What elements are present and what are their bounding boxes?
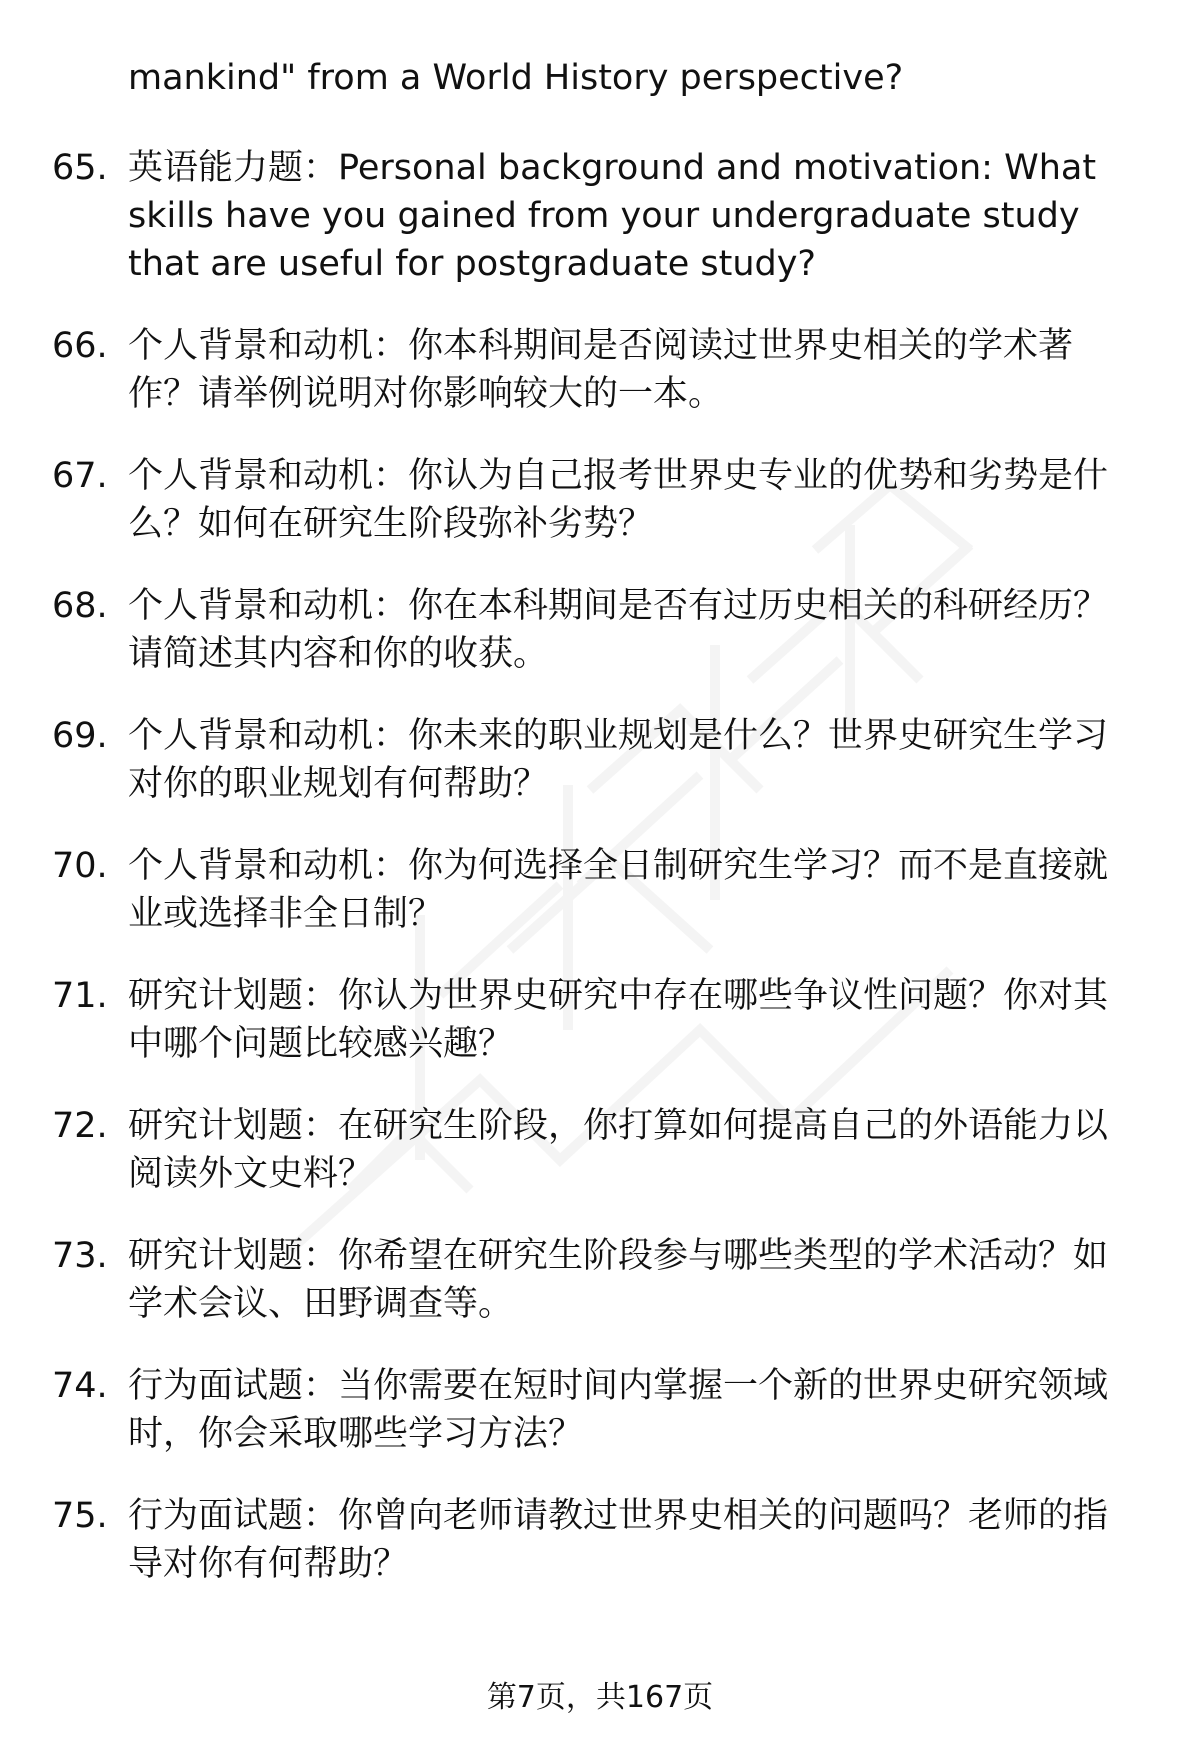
- question-text: 个人背景和动机：你未来的职业规划是什么？世界史研究生学习对你的职业规划有何帮助？: [128, 716, 1109, 804]
- question-list: [0, 144, 1200, 1622]
- question-number: 71.: [52, 976, 108, 1016]
- question-64-continuation: mankind" from a World History perspective?: [128, 58, 904, 98]
- question-text: 个人背景和动机：你本科期间是否阅读过世界史相关的学术著作？请举例说明对你影响较大的一本。: [128, 326, 1074, 414]
- question-text: 个人背景和动机：你为何选择全日制研究生学习？而不是直接就业或选择非全日制？: [128, 846, 1109, 934]
- question-item-66: [0, 322, 1200, 418]
- question-text: 研究计划题：你认为世界史研究中存在哪些争议性问题？你对其中哪个问题比较感兴趣？: [128, 976, 1109, 1064]
- question-number: 67.: [52, 456, 108, 496]
- question-item-75: [0, 1492, 1200, 1588]
- question-item-74: [0, 1362, 1200, 1458]
- question-number: 73.: [52, 1236, 108, 1276]
- question-item-73: [0, 1232, 1200, 1328]
- question-item-70: [0, 842, 1200, 938]
- question-text: 行为面试题：当你需要在短时间内掌握一个新的世界史研究领域时，你会采取哪些学习方法？: [128, 1366, 1109, 1454]
- question-number: 75.: [52, 1496, 108, 1536]
- question-number: 72.: [52, 1106, 108, 1146]
- question-number: 69.: [52, 716, 108, 756]
- question-item-67: [0, 452, 1200, 548]
- question-item-65: [0, 144, 1200, 288]
- question-item-72: [0, 1102, 1200, 1198]
- question-number: 68.: [52, 586, 108, 626]
- page-footer: 第7页，共167页: [486, 1680, 714, 1715]
- question-number: 66.: [52, 326, 108, 366]
- question-text: 研究计划题：你希望在研究生阶段参与哪些类型的学术活动？如学术会议、田野调查等。: [128, 1236, 1109, 1324]
- question-item-71: [0, 972, 1200, 1068]
- question-number: 65.: [52, 148, 108, 188]
- question-item-69: [0, 712, 1200, 808]
- question-text: 行为面试题：你曾向老师请教过世界史相关的问题吗？老师的指导对你有何帮助？: [128, 1496, 1109, 1584]
- question-number: 70.: [52, 846, 108, 886]
- question-number: 74.: [52, 1366, 108, 1406]
- question-text: 个人背景和动机：你认为自己报考世界史专业的优势和劣势是什么？如何在研究生阶段弥补劣势？: [128, 456, 1109, 544]
- question-text: 研究计划题：在研究生阶段，你打算如何提高自己的外语能力以阅读外文史料？: [128, 1106, 1109, 1194]
- question-item-68: [0, 582, 1200, 678]
- question-text: 英语能力题：Personal background and motivation: What skills have you gained from your undergraduate study that are useful for postgraduate study?: [128, 148, 1097, 284]
- question-text: 个人背景和动机：你在本科期间是否有过历史相关的科研经历？请简述其内容和你的收获。: [128, 586, 1109, 674]
